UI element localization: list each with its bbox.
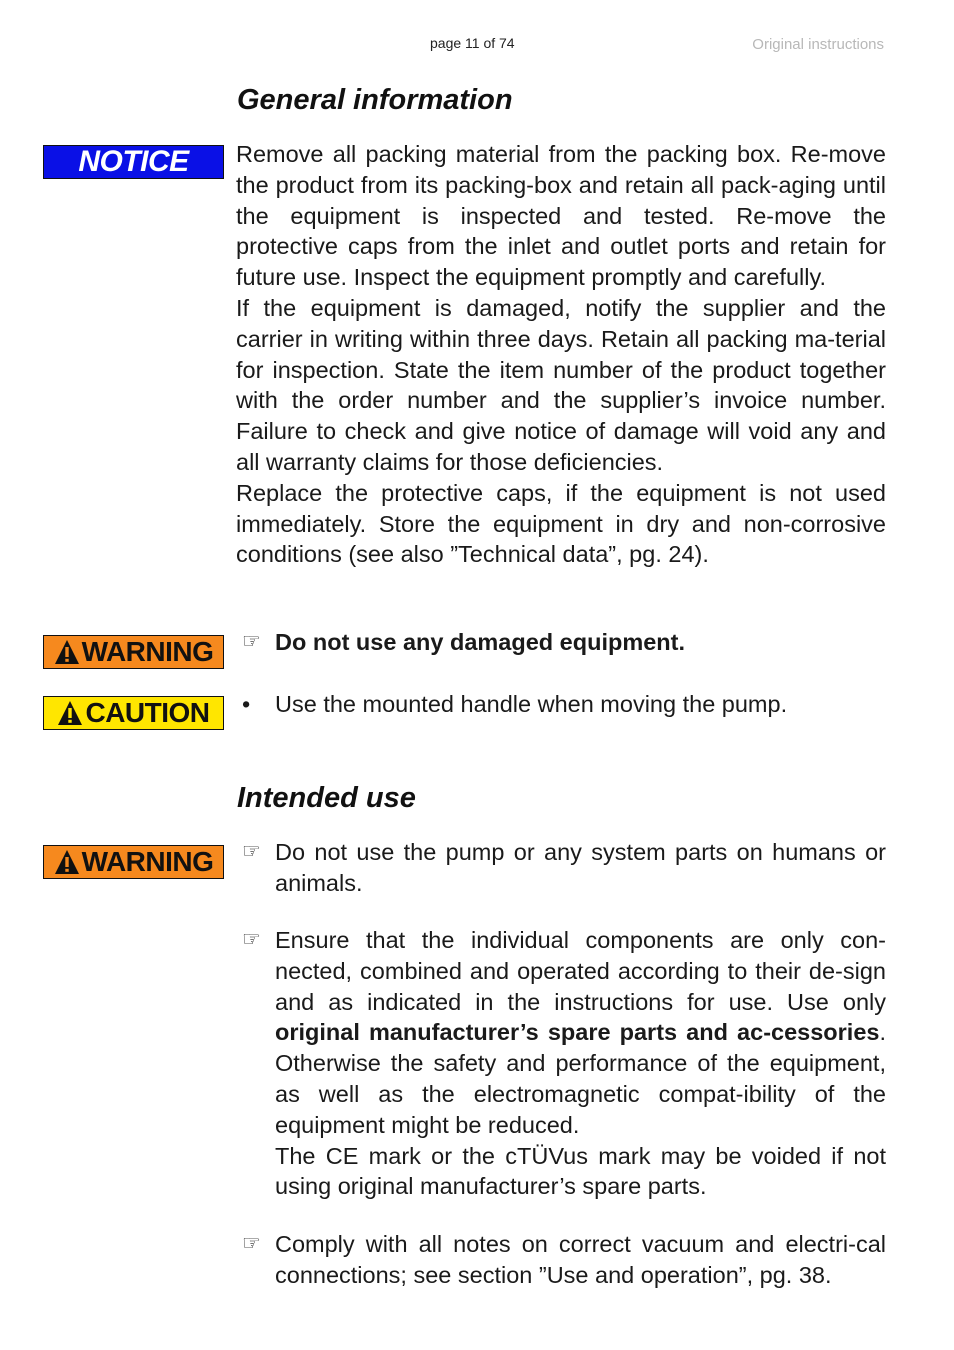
- paragraph: Replace the protective caps, if the equipment is not used immediately. Store the equipment in dry and non-corrosive conditions (see also ”Technical data”, pg. 24).: [236, 479, 886, 568]
- caution-item: [236, 689, 886, 720]
- warning-text: Do not use any damaged equipment.: [275, 629, 685, 655]
- pointing-hand-icon: ☞: [242, 630, 261, 653]
- section-title-general-information: General information: [237, 84, 513, 116]
- item-text: [275, 925, 886, 1141]
- notice-label: NOTICE: [78, 145, 189, 178]
- item-text: The CE mark or the cTÜVus mark may be voided if not using original manufacturer’s spare parts.: [275, 1142, 886, 1200]
- pointing-hand-icon: ☞: [242, 928, 261, 951]
- warning-badge: [43, 845, 224, 879]
- item-text: Do not use the pump or any system parts on humans or animals.: [275, 839, 886, 896]
- caution-badge: [43, 696, 224, 730]
- warning-badge: [43, 635, 224, 669]
- document-type: Original instructions: [752, 36, 884, 53]
- warning-triangle-icon: [54, 639, 80, 665]
- notice-badge: [43, 145, 224, 179]
- warning-label: WARNING: [81, 636, 214, 667]
- caution-text: Use the mounted handle when moving the pump.: [275, 691, 788, 717]
- general-information-body: [236, 139, 886, 570]
- bullet-icon: •: [242, 691, 251, 717]
- warning-item: [236, 627, 886, 658]
- intended-use-item-1: [236, 837, 886, 899]
- pointing-hand-icon: ☞: [242, 1232, 261, 1255]
- section-title-intended-use: Intended use: [237, 782, 416, 814]
- emphasis-text: original manufacturer’s spare parts and ac-cessories: [275, 1019, 880, 1046]
- text-run: Ensure that the individual components are only con-nected, combined and operated according to their de-sign and as indicated in the instructions for use. Use only: [275, 927, 886, 1015]
- warning-label: WARNING: [81, 846, 214, 877]
- paragraph: If the equipment is damaged, notify the supplier and the carrier in writing within three days. Retain all packing ma-terial for inspection. State the item number of the product together with the order number and the supplier’s invoice number. Failure to check and give notice of damage will void any and all warranty claims for those deficiencies.: [236, 294, 886, 475]
- intended-use-item-3: [236, 1229, 886, 1291]
- item-text: Comply with all notes on correct vacuum and electri-cal connections; see section ”Use and operation”, pg. 38.: [275, 1231, 886, 1288]
- caution-label: CAUTION: [85, 697, 210, 728]
- paragraph: Remove all packing material from the packing box. Re-move the product from its packing-box and retain all pack-aging until the equipment is inspected and tested. Re-move the protective caps from the inlet and outlet ports and retain for future use. Inspect the equipment promptly and carefully.: [236, 141, 886, 291]
- text-run: . Otherwise the safety and performance of the equipment, as well as the electromagnetic compat-ibility of the equipment might be reduced.: [275, 1019, 886, 1138]
- pointing-hand-icon: ☞: [242, 840, 261, 863]
- intended-use-item-2: [236, 925, 886, 1202]
- page-number: page 11 of 74: [430, 35, 515, 51]
- warning-triangle-icon: [57, 700, 83, 726]
- warning-triangle-icon: [54, 849, 80, 875]
